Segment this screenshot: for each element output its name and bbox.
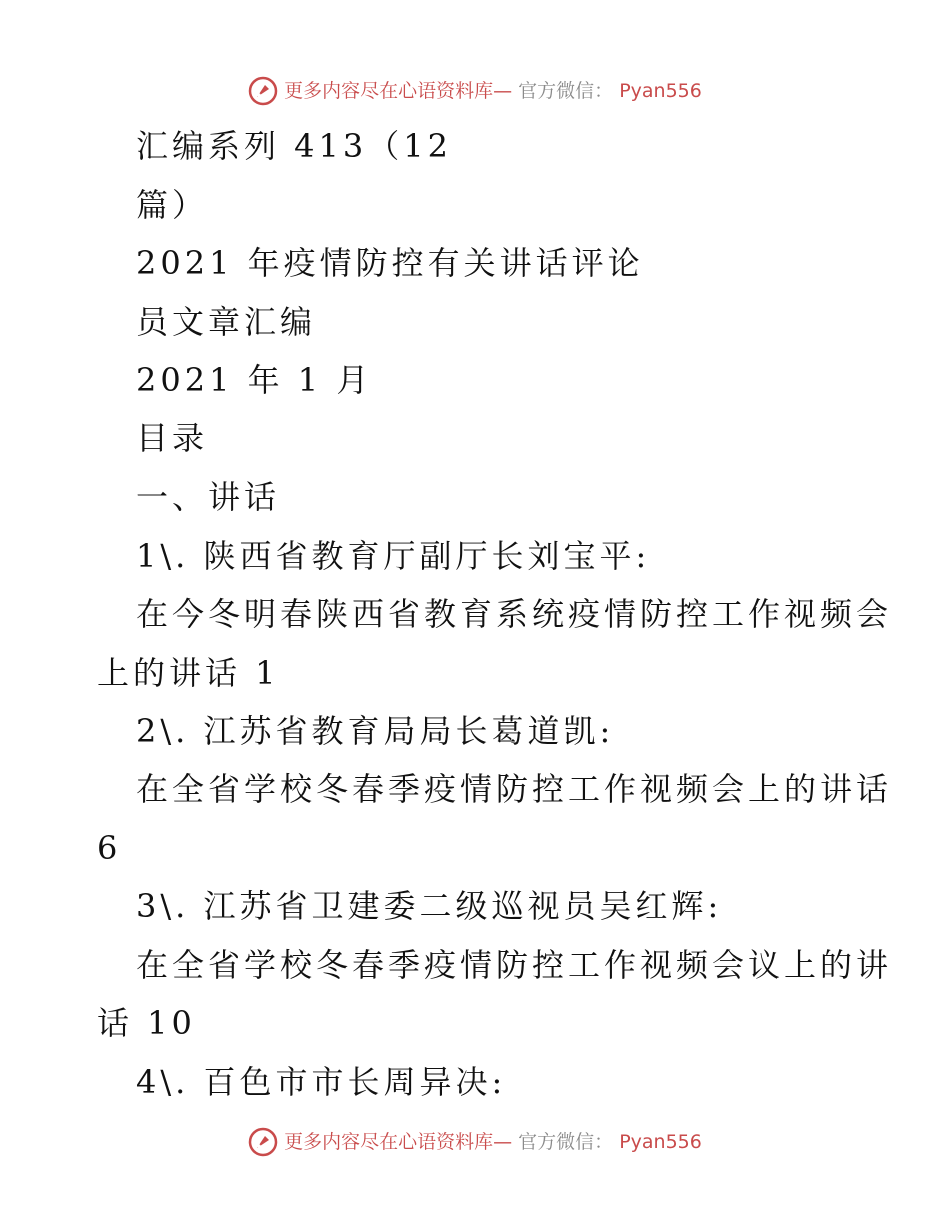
toc-entry-title: 在今冬明春陕西省教育系统疫情防控工作视频会 <box>136 595 893 633</box>
footer-banner <box>0 1127 950 1157</box>
banner-wechat-id: Pyan556 <box>619 80 702 102</box>
doc-title-line: 员文章汇编 <box>136 303 317 341</box>
toc-section-heading: 一、讲话 <box>136 478 281 516</box>
pen-nib-logo-icon <box>248 1127 278 1157</box>
toc-entry-speaker: 3\. 江苏省卫建委二级巡视员吴红辉: <box>136 887 723 925</box>
doc-title-line: 2021 年疫情防控有关讲话评论 <box>136 244 644 282</box>
pen-nib-logo-icon <box>248 76 278 106</box>
doc-title-line: 汇编系列 413（12 <box>136 127 452 165</box>
toc-heading: 目录 <box>136 419 209 457</box>
toc-entry-speaker: 1\. 陕西省教育厅副厅长刘宝平: <box>136 537 651 575</box>
toc-entry-speaker: 4\. 百色市市长周异决: <box>136 1063 507 1101</box>
banner-wechat-label: 官方微信： <box>518 1131 614 1153</box>
banner-wechat-id: Pyan556 <box>619 1131 702 1153</box>
toc-entry-title: 话 10 <box>97 1004 196 1042</box>
toc-entry-page: 6 <box>97 829 122 867</box>
toc-entry-speaker: 2\. 江苏省教育局局长葛道凯: <box>136 712 615 750</box>
banner-wechat-label: 官方微信： <box>518 80 614 102</box>
banner-main-text: 更多内容尽在心语资料库— <box>284 80 513 102</box>
toc-entry-title: 在全省学校冬春季疫情防控工作视频会议上的讲 <box>136 946 893 984</box>
banner-main-text: 更多内容尽在心语资料库— <box>284 1131 513 1153</box>
header-banner <box>0 76 950 106</box>
doc-title-line: 篇） <box>136 186 209 224</box>
toc-entry-title: 在全省学校冬春季疫情防控工作视频会上的讲话 <box>136 770 893 808</box>
doc-date: 2021 年 1 月 <box>136 361 373 399</box>
toc-entry-title: 上的讲话 1 <box>97 654 280 692</box>
